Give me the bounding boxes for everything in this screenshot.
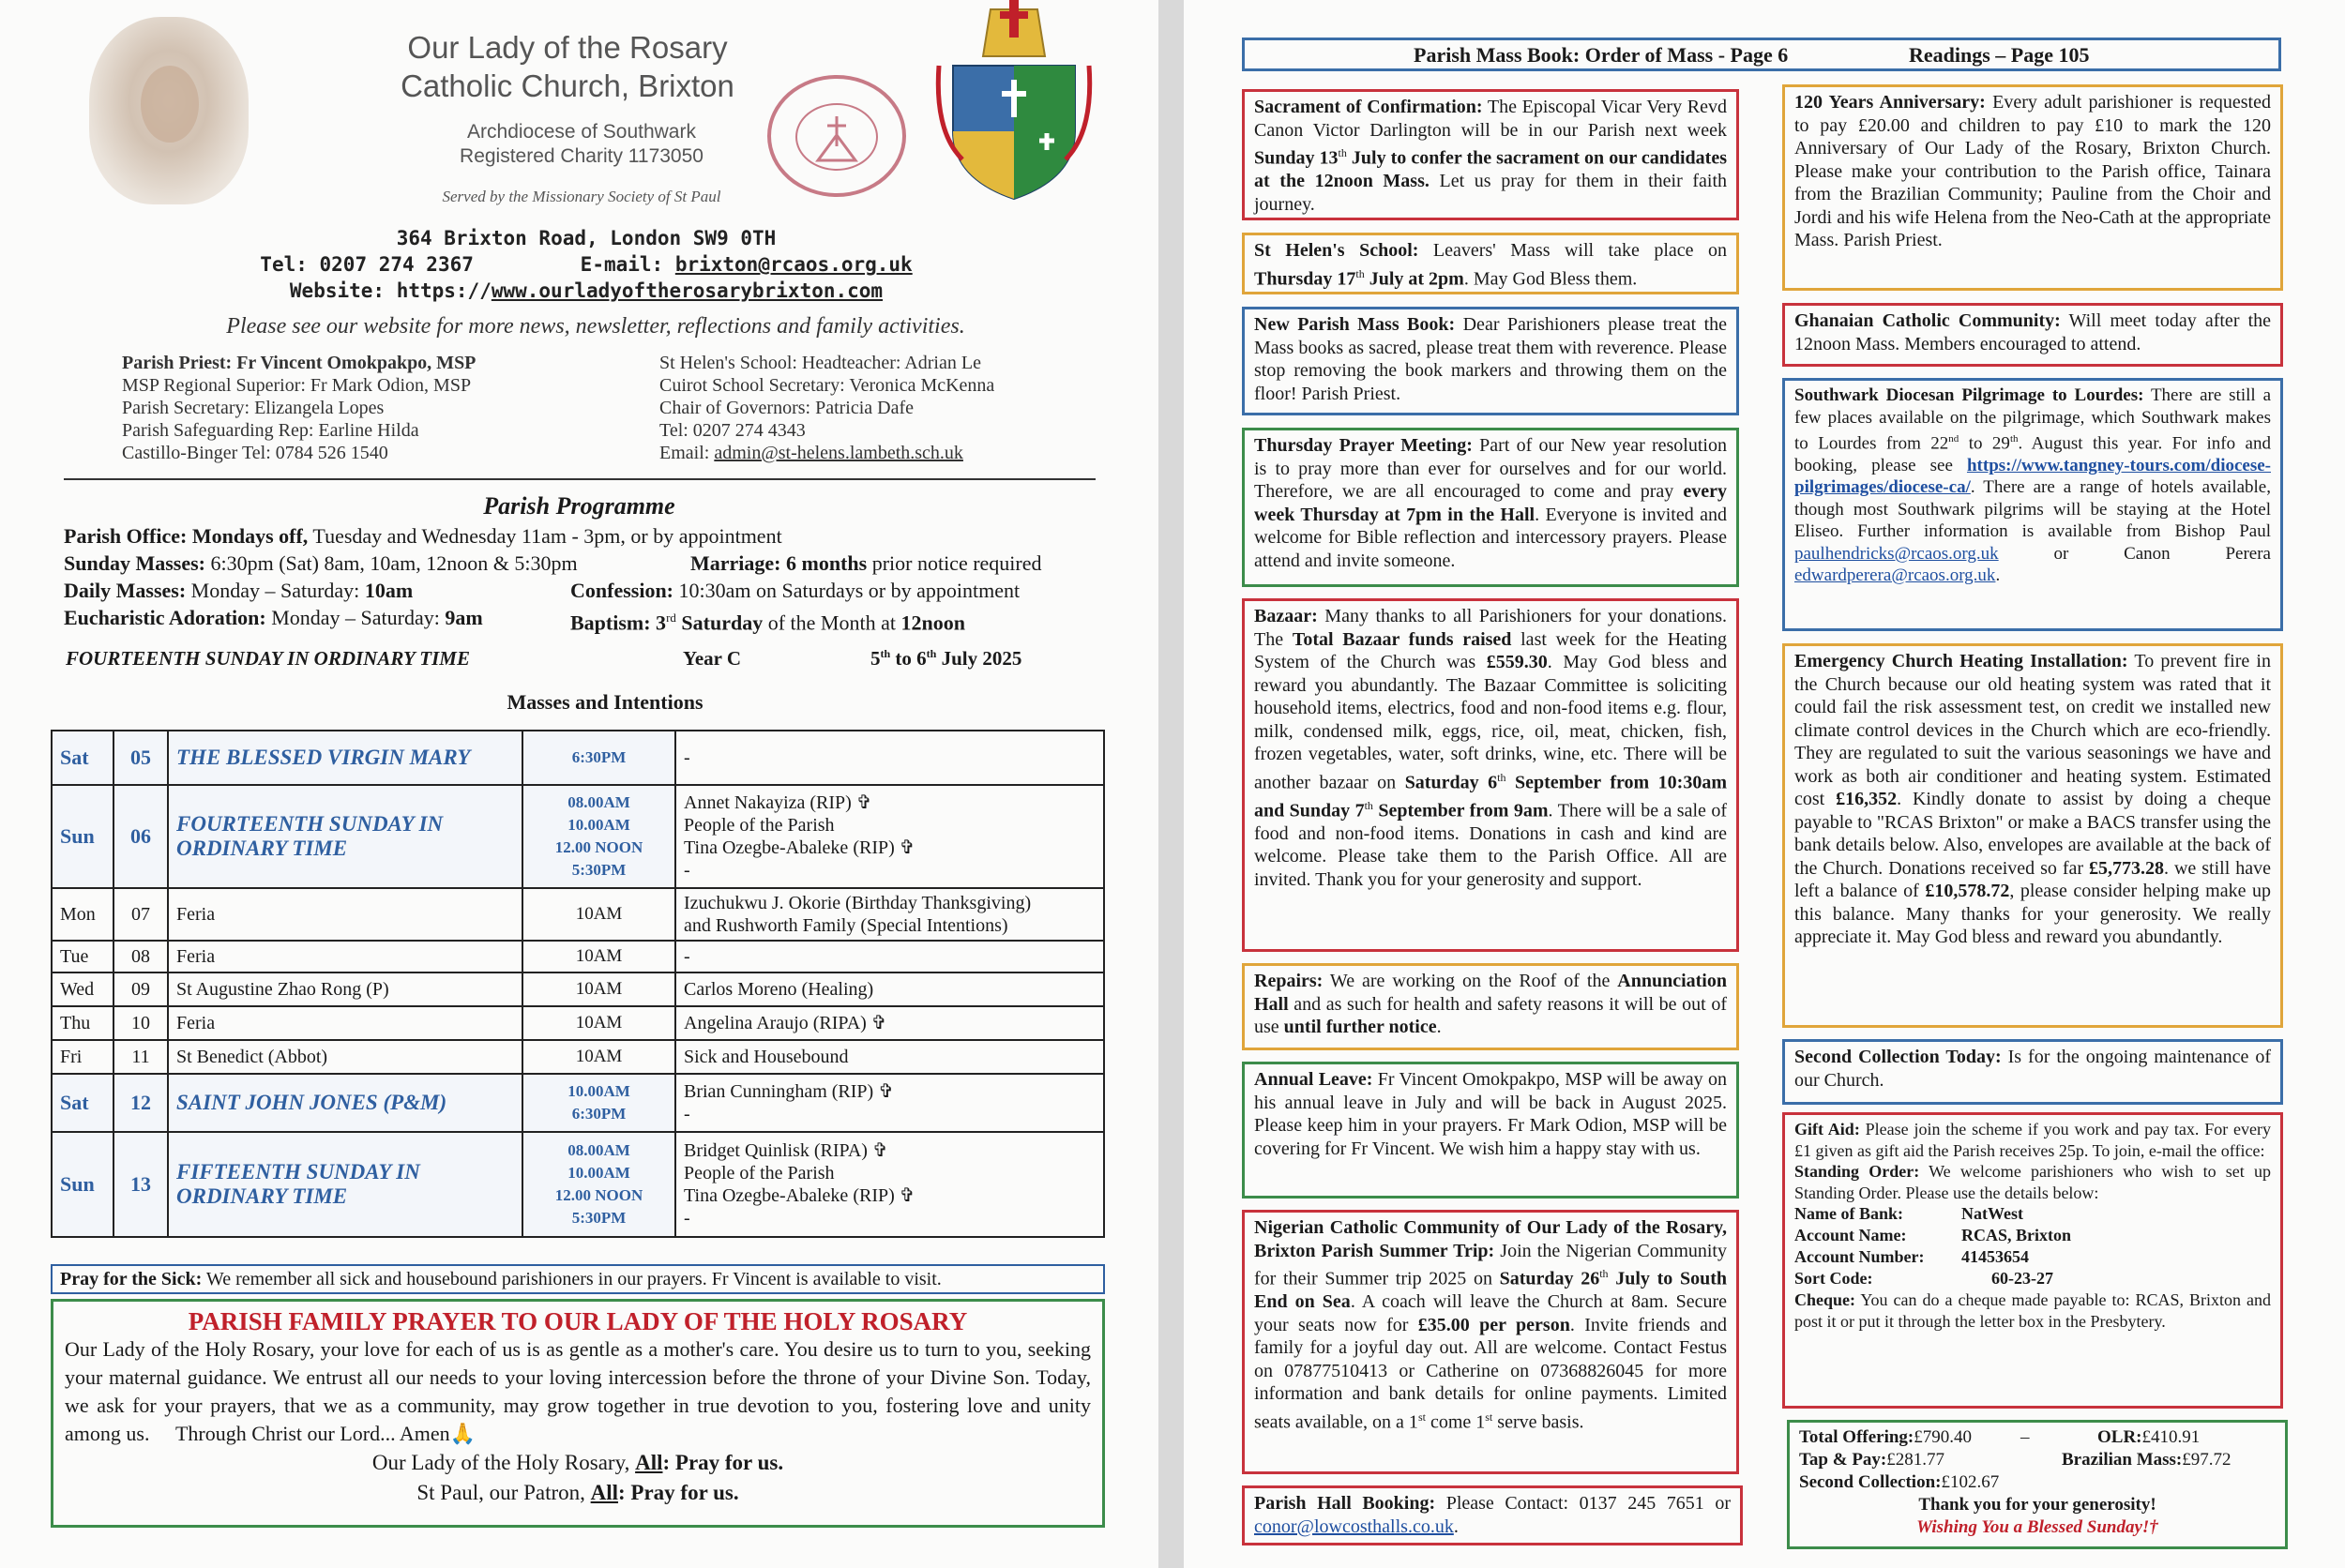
collection-totals: Total Offering: £790.40 – OLR: £410.91 Tap & Pay: £281.77 Brazilian Mass: £97.72 Second Collection: £102.67 Thank you for your generosity! Wishing You a Blessed Sunday!†: [1787, 1420, 2288, 1549]
mass-day: Sun: [52, 1132, 113, 1237]
week-dates: 5th to 6th July 2025: [870, 647, 1022, 670]
notice-st-helens: St Helen's School: Leavers' Mass will take place on Thursday 17th July at 2pm. May God Bless them.: [1242, 233, 1739, 294]
mass-row: [52, 888, 1104, 941]
mass-date: 11: [113, 1040, 168, 1074]
mass-celebration: THE BLESSED VIRGIN MARY: [168, 731, 522, 785]
notice-ghanaian: Ghanaian Catholic Community: Will meet today after the 12noon Mass. Members encouraged to attend.: [1782, 303, 2283, 367]
canon-perera-email-link[interactable]: edwardperera@rcaos.org.uk: [1794, 565, 1996, 586]
mass-row: [52, 731, 1104, 785]
masses-table: [51, 730, 1105, 1238]
mass-date: 07: [113, 888, 168, 941]
notice-120-years: 120 Years Anniversary: Every adult parishioner is requested to pay £20.00 and children to pay £10 to mark the 120 Anniversary of Our Lady of the Rosary, Brixton Church. Please make your contribution to the Parish office, Tainara from the Brazilian Community; Pauline from the Choir and Jordi and his wife Helena from the Neo-Cath at the appropriate Mass. Parish Priest.: [1782, 84, 2283, 291]
mass-celebration: Feria: [168, 941, 522, 972]
notice-hall-booking: Parish Hall Booking: Please Contact: 0137 245 7651 or conor@lowcosthalls.co.uk.: [1242, 1485, 1743, 1545]
archdiocese-crest-icon: [934, 0, 1094, 202]
mass-intentions: Izuchukwu J. Okorie (Birthday Thanksgiving) and Rushworth Family (Special Intentions): [675, 888, 1104, 941]
blessed-sunday: Wishing You a Blessed Sunday!†: [1916, 1517, 2158, 1537]
mass-times: 10AM: [522, 972, 675, 1006]
mass-intentions: Brian Cunningham (RIP) ✞ -: [675, 1074, 1104, 1132]
mass-times: 6:30PM: [522, 731, 675, 785]
mass-day: Sun: [52, 785, 113, 888]
prayer-title: PARISH FAMILY PRAYER TO OUR LADY OF THE HOLY ROSARY: [188, 1307, 968, 1335]
archdiocese-info: Archdiocese of Southwark Registered Charity 1173050: [460, 121, 704, 167]
staff-right: St Helen's School: Headteacher: Adrian Le Cuirot School Secretary: Veronica McKenna Chair of Governors: Patricia Dafe Tel: 0207 274 4343 Email: admin@st-helens.lambeth.sch.uk: [659, 353, 995, 463]
left-page: [0, 0, 1158, 1568]
mass-day: Sat: [52, 731, 113, 785]
mass-celebration: St Benedict (Abbot): [168, 1040, 522, 1074]
notice-confirmation: Sacrament of Confirmation: The Episcopal Vicar Very Revd Canon Victor Darlington will be in our Parish next week Sunday 13th July to confer the sacrament on our candidates at the 12noon Mass. Let us pray for them in their faith journey.: [1242, 89, 1739, 220]
mass-row: [52, 1132, 1104, 1237]
notice-gift-aid: Gift Aid: Please join the scheme if you work and pay tax. For every £1 given as gift aid the Parish receives 25p. To join, e-mail the office: Standing Order: We welcome parishioners who wish to set up Standing Order. Please use the details below: Name of Bank: NatWest Account Name: RCAS, Brixton Account Number: 41453654 Sort Code: 60-23-27 Cheque: You can do a cheque made payable to: RCAS, Brixton and post it or put it through the letter box in the Presbytery.: [1782, 1112, 2283, 1409]
mass-times: 10AM: [522, 1006, 675, 1040]
mass-row: [52, 1040, 1104, 1074]
mass-celebration: FOURTEENTH SUNDAY IN ORDINARY TIME: [168, 785, 522, 888]
hall-email-link[interactable]: conor@lowcosthalls.co.uk: [1254, 1515, 1454, 1537]
mass-intentions: -: [675, 941, 1104, 972]
notice-heating: Emergency Church Heating Installation: To prevent fire in the Church because our old heating system was rated that it could fail the risk assessment test, on credit we installed new climate control devices in the Church which are eco-friendly. They are regulated to suit the various seasonings we have and work as both air conditioner and heating system. Estimated cost £16,352. Kindly donate to assist by doing a cheque payable to "RCAS Brixton" or make a BACS transfer using the bank details below. Also, envelopes are available at the back of the Church. Donations received so far £5,773.28. we still have left a balance of £10,578.72, please consider helping make up this balance. Many thanks for your generosity. We really appreciate it. May God bless and reward you abundantly.: [1782, 643, 2283, 1028]
sunday-title-line: [66, 647, 1097, 671]
mass-row: [52, 785, 1104, 888]
mass-date: 13: [113, 1132, 168, 1237]
mass-times: 10AM: [522, 941, 675, 972]
mass-times: 08.00AM 10.00AM 12.00 NOON 5:30PM: [522, 1132, 675, 1237]
website-link[interactable]: www.ourladyoftherosarybrixton.com: [491, 279, 884, 302]
programme-title: Parish Programme: [483, 492, 675, 520]
notice-lourdes: Southwark Diocesan Pilgrimage to Lourdes: There are still a few places available on the pilgrimage, which Southwark makes to Lourdes from 22nd to 29th. August this year. For info and booking, please see https://www.tangney-tours.com/diocese-pilgrimages/diocese-ca/. There are a range of hotels available, though most Southwark pilgrims will be staying at the Hotel Eliseo. Further information is available from Bishop Paul paulhendricks@rcaos.org.uk or Canon Perera edwardperera@rcaos.org.uk.: [1782, 378, 2283, 631]
notice-bazaar: Bazaar: Many thanks to all Parishioners for your donations. The Total Bazaar funds raised last week for the Heating System of the Church was £559.30. May God bless and reward you abundantly. The Bazaar Committee is soliciting household items, electrics, food and non-food items e.g. flour, milk, condensed milk, eggs, rice, oil, meat, chicken, fish, frozen vegetables, water, soft drinks, wine, etc. There will be another bazaar on Saturday 6th September from 10:30am and Sunday 7th September from 9am. There will be a sale of food and non-food items. Donations in cash and kind are welcome. Please take them to the Parish Office. All are invited. Thank you for your generosity and support.: [1242, 598, 1739, 952]
mass-intentions: Sick and Housebound: [675, 1040, 1104, 1074]
tangney-tours-link[interactable]: https://www.tangney-tours.com/diocese-pilgrimages/diocese-ca/: [1794, 455, 2271, 498]
address: 364 Brixton Road, London SW9 0TH: [396, 227, 777, 249]
our-lady-face: [141, 66, 199, 143]
sunday-name: FOURTEENTH SUNDAY IN ORDINARY TIME: [66, 647, 470, 670]
telephone: Tel: 0207 274 2367: [260, 253, 474, 276]
mass-date: 05: [113, 731, 168, 785]
mass-date: 08: [113, 941, 168, 972]
notice-second-collection: Second Collection Today: Is for the ongoing maintenance of our Church.: [1782, 1039, 2283, 1105]
parish-programme: Parish Office: Mondays off, Tuesday and Wednesday 11am - 3pm, or by appointment Sunday Masses: 6:30pm (Sat) 8am, 10am, 12noon & 5:30pm Marriage: 6 months prior notice required Daily Masses: Monday – Saturday: 10am Confession: 10:30am on Saturdays or by appointment Eucharistic Adoration: Monday – Saturday: 9am Baptism: 3rd Saturday of the Month at 12noon: [64, 524, 1042, 635]
staff-left: Parish Priest: Fr Vincent Omokpakpo, MSP MSP Regional Superior: Fr Mark Odion, MSP Parish Secretary: Elizangela Lopes Parish Safeguarding Rep: Earline Hilda Castillo-Binger Tel: 0784 526 1540: [122, 353, 477, 463]
pray-for-sick: Pray for the Sick: We remember all sick and housebound parishioners in our prayers. Fr Vincent is available to visit.: [51, 1264, 1105, 1294]
mass-day: Wed: [52, 972, 113, 1006]
mass-day: Tue: [52, 941, 113, 972]
mass-date: 09: [113, 972, 168, 1006]
mass-day: Fri: [52, 1040, 113, 1074]
mass-intentions: Annet Nakayiza (RIP) ✞ People of the Parish Tina Ozegbe-Abaleke (RIP) ✞ -: [675, 785, 1104, 888]
contact-block: 364 Brixton Road, London SW9 0TH Tel: 0207 274 2367 E-mail: brixton@rcaos.org.uk Website: https://www.ourladyoftherosarybrixton.com: [141, 225, 1032, 304]
church-name: Our Lady of the Rosary Catholic Church, Brixton: [401, 30, 734, 103]
notice-annual-leave: Annual Leave: Fr Vincent Omokpakpo, MSP will be away on his annual leave in July and will be back in August 2025. Please keep him in your prayers. Fr Mark Odion, MSP will be covering for Fr Vincent. We wish him a happy stay with us.: [1242, 1062, 1739, 1199]
notice-mass-book: New Parish Mass Book: Dear Parishioners please treat the Mass books as sacred, please treat them with reverence. Please stop removing the book markers and throwing them on the floor! Parish Priest.: [1242, 307, 1739, 415]
liturgical-year: Year C: [683, 647, 742, 670]
mass-row: [52, 972, 1104, 1006]
notice-prayer-meeting: Thursday Prayer Meeting: Part of our New year resolution is to pray more than ever for ourselves and for our world. Therefore, we are all encouraged to come and pray every week Thursday at 7pm in the Hall. Everyone is invited and welcome for Bible reflection and intercessory prayers. Please attend and invite someone.: [1242, 428, 1739, 587]
mass-times: 10AM: [522, 888, 675, 941]
mass-row: [52, 1006, 1104, 1040]
mass-date: 10: [113, 1006, 168, 1040]
mass-intentions: -: [675, 731, 1104, 785]
notice-nigerian-trip: Nigerian Catholic Community of Our Lady of the Rosary, Brixton Parish Summer Trip: Join the Nigerian Community for their Summer trip 2025 on Saturday 26th July to South End on Sea. A coach will leave the Church at 8am. Secure your seats now for £35.00 per person. Invite friends and family for a joyful day out. All are welcome. Contact Festus on 07877510413 or Catherine on 07368826045 for more information and bank details for online payments. Limited seats available, on a 1st come 1st serve basis.: [1242, 1210, 1739, 1474]
divider: [64, 478, 1096, 480]
school-email-link[interactable]: admin@st-helens.lambeth.sch.uk: [714, 443, 963, 463]
mass-day: Mon: [52, 888, 113, 941]
mass-intentions: Angelina Araujo (RIPA) ✞: [675, 1006, 1104, 1040]
mass-times: 08.00AM 10.00AM 12.00 NOON 5:30PM: [522, 785, 675, 888]
mass-celebration: Feria: [168, 888, 522, 941]
email-link[interactable]: brixton@rcaos.org.uk: [674, 253, 913, 276]
mass-celebration: SAINT JOHN JONES (P&M): [168, 1074, 522, 1132]
thanks-note: Thank you for your generosity!: [1918, 1495, 2156, 1515]
mass-row: [52, 1074, 1104, 1132]
mass-day: Sat: [52, 1074, 113, 1132]
mass-intentions: Bridget Quinlisk (RIPA) ✞ People of the Parish Tina Ozegbe-Abaleke (RIP) ✞ -: [675, 1132, 1104, 1237]
masses-title: Masses and Intentions: [507, 690, 704, 714]
mass-celebration: St Augustine Zhao Rong (P): [168, 972, 522, 1006]
mass-book-banner: Parish Mass Book: Order of Mass - Page 6 Readings – Page 105: [1242, 38, 2281, 71]
mass-celebration: Feria: [168, 1006, 522, 1040]
mass-date: 12: [113, 1074, 168, 1132]
mass-date: 06: [113, 785, 168, 888]
served-by: Served by the Missionary Society of St Paul: [442, 188, 721, 205]
mass-intentions: Carlos Moreno (Healing): [675, 972, 1104, 1006]
mass-row: [52, 941, 1104, 972]
notice-repairs: Repairs: We are working on the Roof of the Annunciation Hall and as such for health and safety reasons it will be out of use until further notice.: [1242, 963, 1739, 1050]
parish-family-prayer: PARISH FAMILY PRAYER TO OUR LADY OF THE HOLY ROSARY Our Lady of the Holy Rosary, your love for each of us is as gentle as a mother's care. You desire us to turn to you, seeking your maternal guidance. We entrust all our needs to your loving intercession before the throne of your Divine Son. Today, we ask for your prayers, that we as a community, may grow together in true devotion to you, fostering love and unity among us. Through Christ our Lord... Amen🙏 Our Lady of the Holy Rosary, All: Pray for us. St Paul, our Patron, All: Pray for us.: [51, 1299, 1105, 1528]
prayer-body: Our Lady of the Holy Rosary, your love for each of us is as gentle as a mother's care. You desire us to turn to you, seeking your maternal guidance. We entrust all our needs to your loving intercession before the throne of your Divine Son. Today, we ask for your prayers, that we as a community, may grow together in true devotion to you, fostering love and unity among us. Through Christ our Lord... Amen🙏: [65, 1337, 1091, 1445]
mass-celebration: FIFTEENTH SUNDAY IN ORDINARY TIME: [168, 1132, 522, 1237]
mass-times: 10.00AM 6:30PM: [522, 1074, 675, 1132]
bishop-paul-email-link[interactable]: paulhendricks@rcaos.org.uk: [1794, 543, 1999, 564]
website-note: Please see our website for more news, newsletter, reflections and family activities.: [226, 314, 965, 339]
mass-times: 10AM: [522, 1040, 675, 1074]
mass-day: Thu: [52, 1006, 113, 1040]
